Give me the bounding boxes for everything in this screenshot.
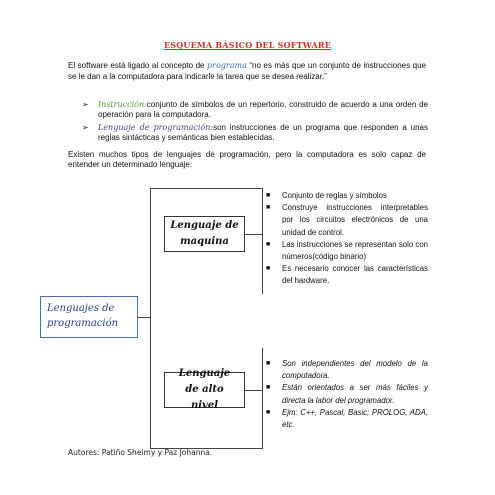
square-bullet-icon: ■ [266, 384, 271, 392]
definition-text: son instrucciones de un programa que responden a unas reglas sintácticas y semánticas bien establecidas. [98, 123, 428, 142]
connector-right-top-vertical [262, 188, 263, 294]
connector-top-horizontal [150, 188, 262, 189]
list-item: ■ Es necesario conocer las características del hardware. [266, 264, 428, 286]
machine-language-list [264, 190, 428, 288]
connector-box2-right [245, 390, 262, 391]
machine-language-label: Lenguaje de maquina [170, 220, 239, 247]
intro-text-before: El software está ligado al concepto de [68, 61, 207, 70]
list-item: ■ Son independientes del modelo de la computadora. [266, 359, 428, 381]
high-level-language-label: Lenguaje de alto nivel [178, 368, 231, 411]
arrow-bullet-icon: ➢ [82, 100, 89, 109]
definition-item-lenguaje [82, 123, 428, 143]
list-item: ■ Construye instrucciones interpretables por los circuitos electrónicos de una unidad de control. [266, 203, 428, 237]
list-item: ■ Están orientados a ser más fáciles y directa la labor del programador. [266, 383, 428, 405]
square-bullet-icon: ■ [266, 192, 271, 199]
document-title: ESQUEMA BÁSICO DEL SOFTWARE [163, 40, 332, 50]
definition-list [82, 100, 428, 146]
list-item: ■ Las instrucciones se representan solo con números(código binario) [266, 239, 428, 262]
connector-right-bottom-vertical [262, 348, 263, 449]
intro-text-after: “no es más que un conjunto de instrucciones que se le dan a la computadora para indicarle la tarea que se desea realizar.” [68, 61, 426, 81]
connector-root-horizontal [138, 317, 150, 318]
authors-credit: Autores: Patiño Sheimy y Paz Johanna. [68, 448, 213, 457]
intro-keyword: programa [207, 61, 247, 70]
square-bullet-icon: ■ [266, 265, 271, 273]
list-item: ■ Conjunto de reglas y símbolos [264, 190, 428, 202]
arrow-bullet-icon: ➢ [82, 123, 89, 132]
machine-language-box [164, 216, 245, 252]
intro-paragraph [68, 61, 426, 82]
list-item: ■ Ejm: C++, Pascal, Basic; PROLOG, ADA, etc. [266, 407, 428, 430]
high-level-language-box [164, 368, 245, 411]
high-level-language-list [264, 358, 428, 431]
square-bullet-icon: ■ [266, 204, 271, 212]
square-bullet-icon: ■ [266, 408, 271, 416]
root-node-box: Lenguajes de programación [40, 296, 138, 338]
connector-box1-right [245, 234, 262, 235]
square-bullet-icon: ■ [266, 240, 271, 248]
square-bullet-icon: ■ [266, 360, 271, 367]
definition-term: Instrucción: [98, 100, 147, 109]
connector-trunk-vertical [150, 188, 151, 448]
definition-term: Lenguaje de programación: [98, 123, 214, 132]
languages-paragraph: Existen muchos tipos de lenguajes de programación, pero la computadora es solo capaz de entender un determinado lenguaje: [68, 150, 426, 169]
definition-item-instruccion [82, 100, 428, 120]
definition-text: conjunto de símbolos de un repertorio, construido de acuerdo a una orden de operación para la computadora. [98, 100, 428, 119]
